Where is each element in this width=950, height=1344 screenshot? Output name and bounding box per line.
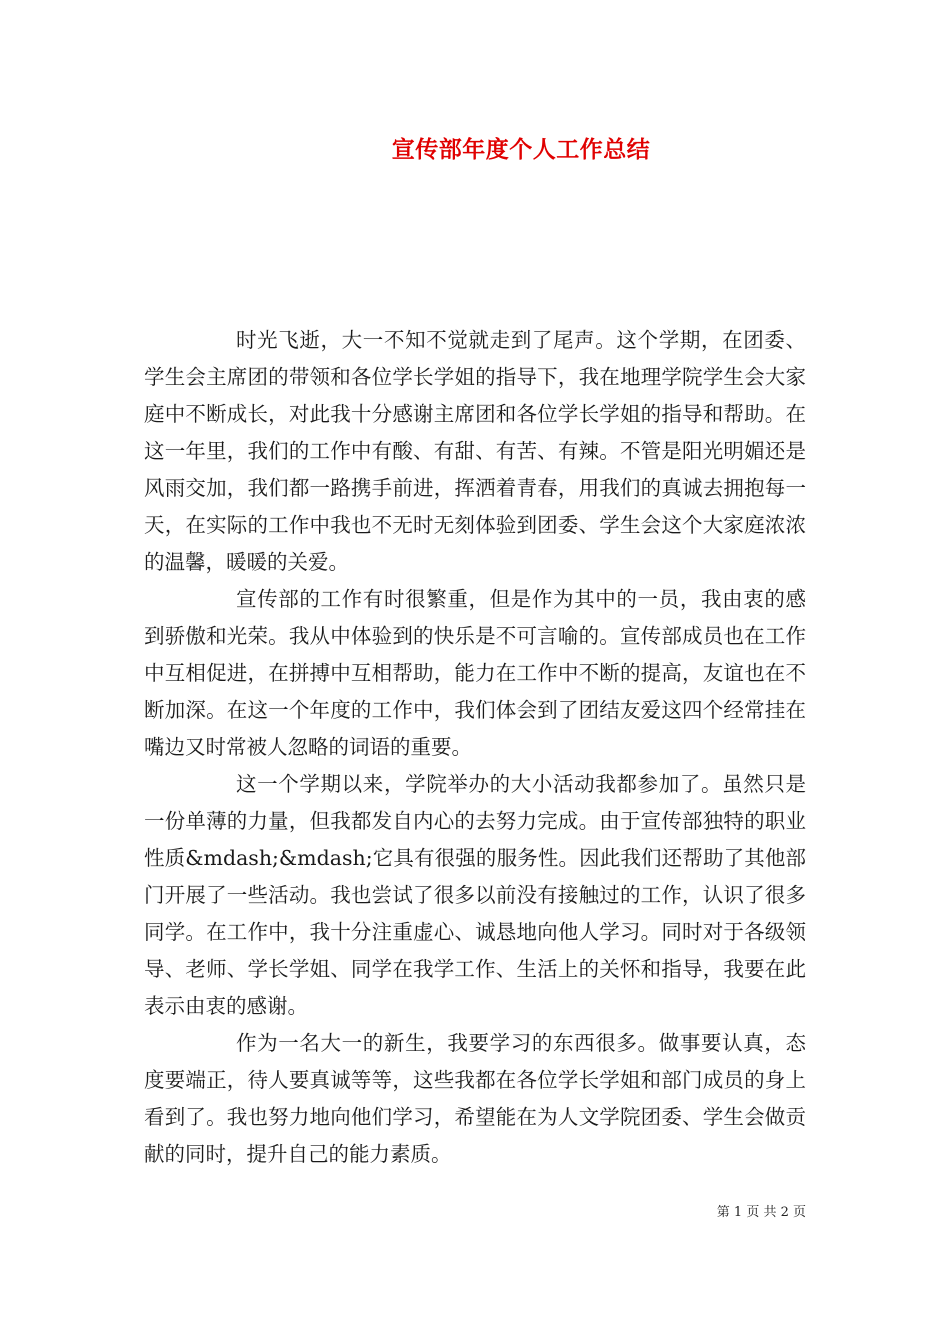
document-body — [144, 322, 806, 1173]
paragraph-2: 宣传部的工作有时很繁重，但是作为其中的一员，我由衷的感到骄傲和光荣。我从中体验到的快乐是不可言喻的。宣传部成员也在工作中互相促进，在拼搏中互相帮助，能力在工作中不断的提高，友谊也在不断加深。在这一个年度的工作中，我们体会到了团结友爱这四个经常挂在嘴边又时常被人忽略的词语的重要。 — [144, 587, 806, 759]
page-number-footer: 第 1 页 共 2 页 — [716, 1205, 806, 1220]
document-title: 宣传部年度个人工作总结 — [391, 136, 651, 163]
paragraph-3: 这一个学期以来，学院举办的大小活动我都参加了。虽然只是一份单薄的力量，但我都发自内心的去努力完成。由于宣传部独特的职业性质&mdash;&mdash;它具有很强的服务性。因此我们还帮助了其他部门开展了一些活动。我也尝试了很多以前没有接触过的工作，认识了很多同学。在工作中，我十分注重虚心、诚恳地向他人学习。同时对于各级领导、老师、学长学姐、同学在我学工作、生活上的关怀和指导，我要在此表示由衷的感谢。 — [144, 772, 806, 1018]
paragraph-1: 时光飞逝，大一不知不觉就走到了尾声。这个学期，在团委、学生会主席团的带领和各位学长学姐的指导下，我在地理学院学生会大家庭中不断成长，对此我十分感谢主席团和各位学长学姐的指导和帮助。在这一年里，我们的工作中有酸、有甜、有苦、有辣。不管是阳光明媚还是风雨交加，我们都一路携手前进，挥洒着青春，用我们的真诚去拥抱每一天，在实际的工作中我也不无时无刻体验到团委、学生会这个大家庭浓浓的温馨，暖暖的关爱。 — [144, 328, 806, 574]
paragraph-4: 作为一名大一的新生，我要学习的东西很多。做事要认真，态度要端正，待人要真诚等等，这些我都在各位学长学姐和部门成员的身上看到了。我也努力地向他们学习，希望能在为人文学院团委、学生会做贡献的同时，提升自己的能力素质。 — [144, 1031, 806, 1166]
